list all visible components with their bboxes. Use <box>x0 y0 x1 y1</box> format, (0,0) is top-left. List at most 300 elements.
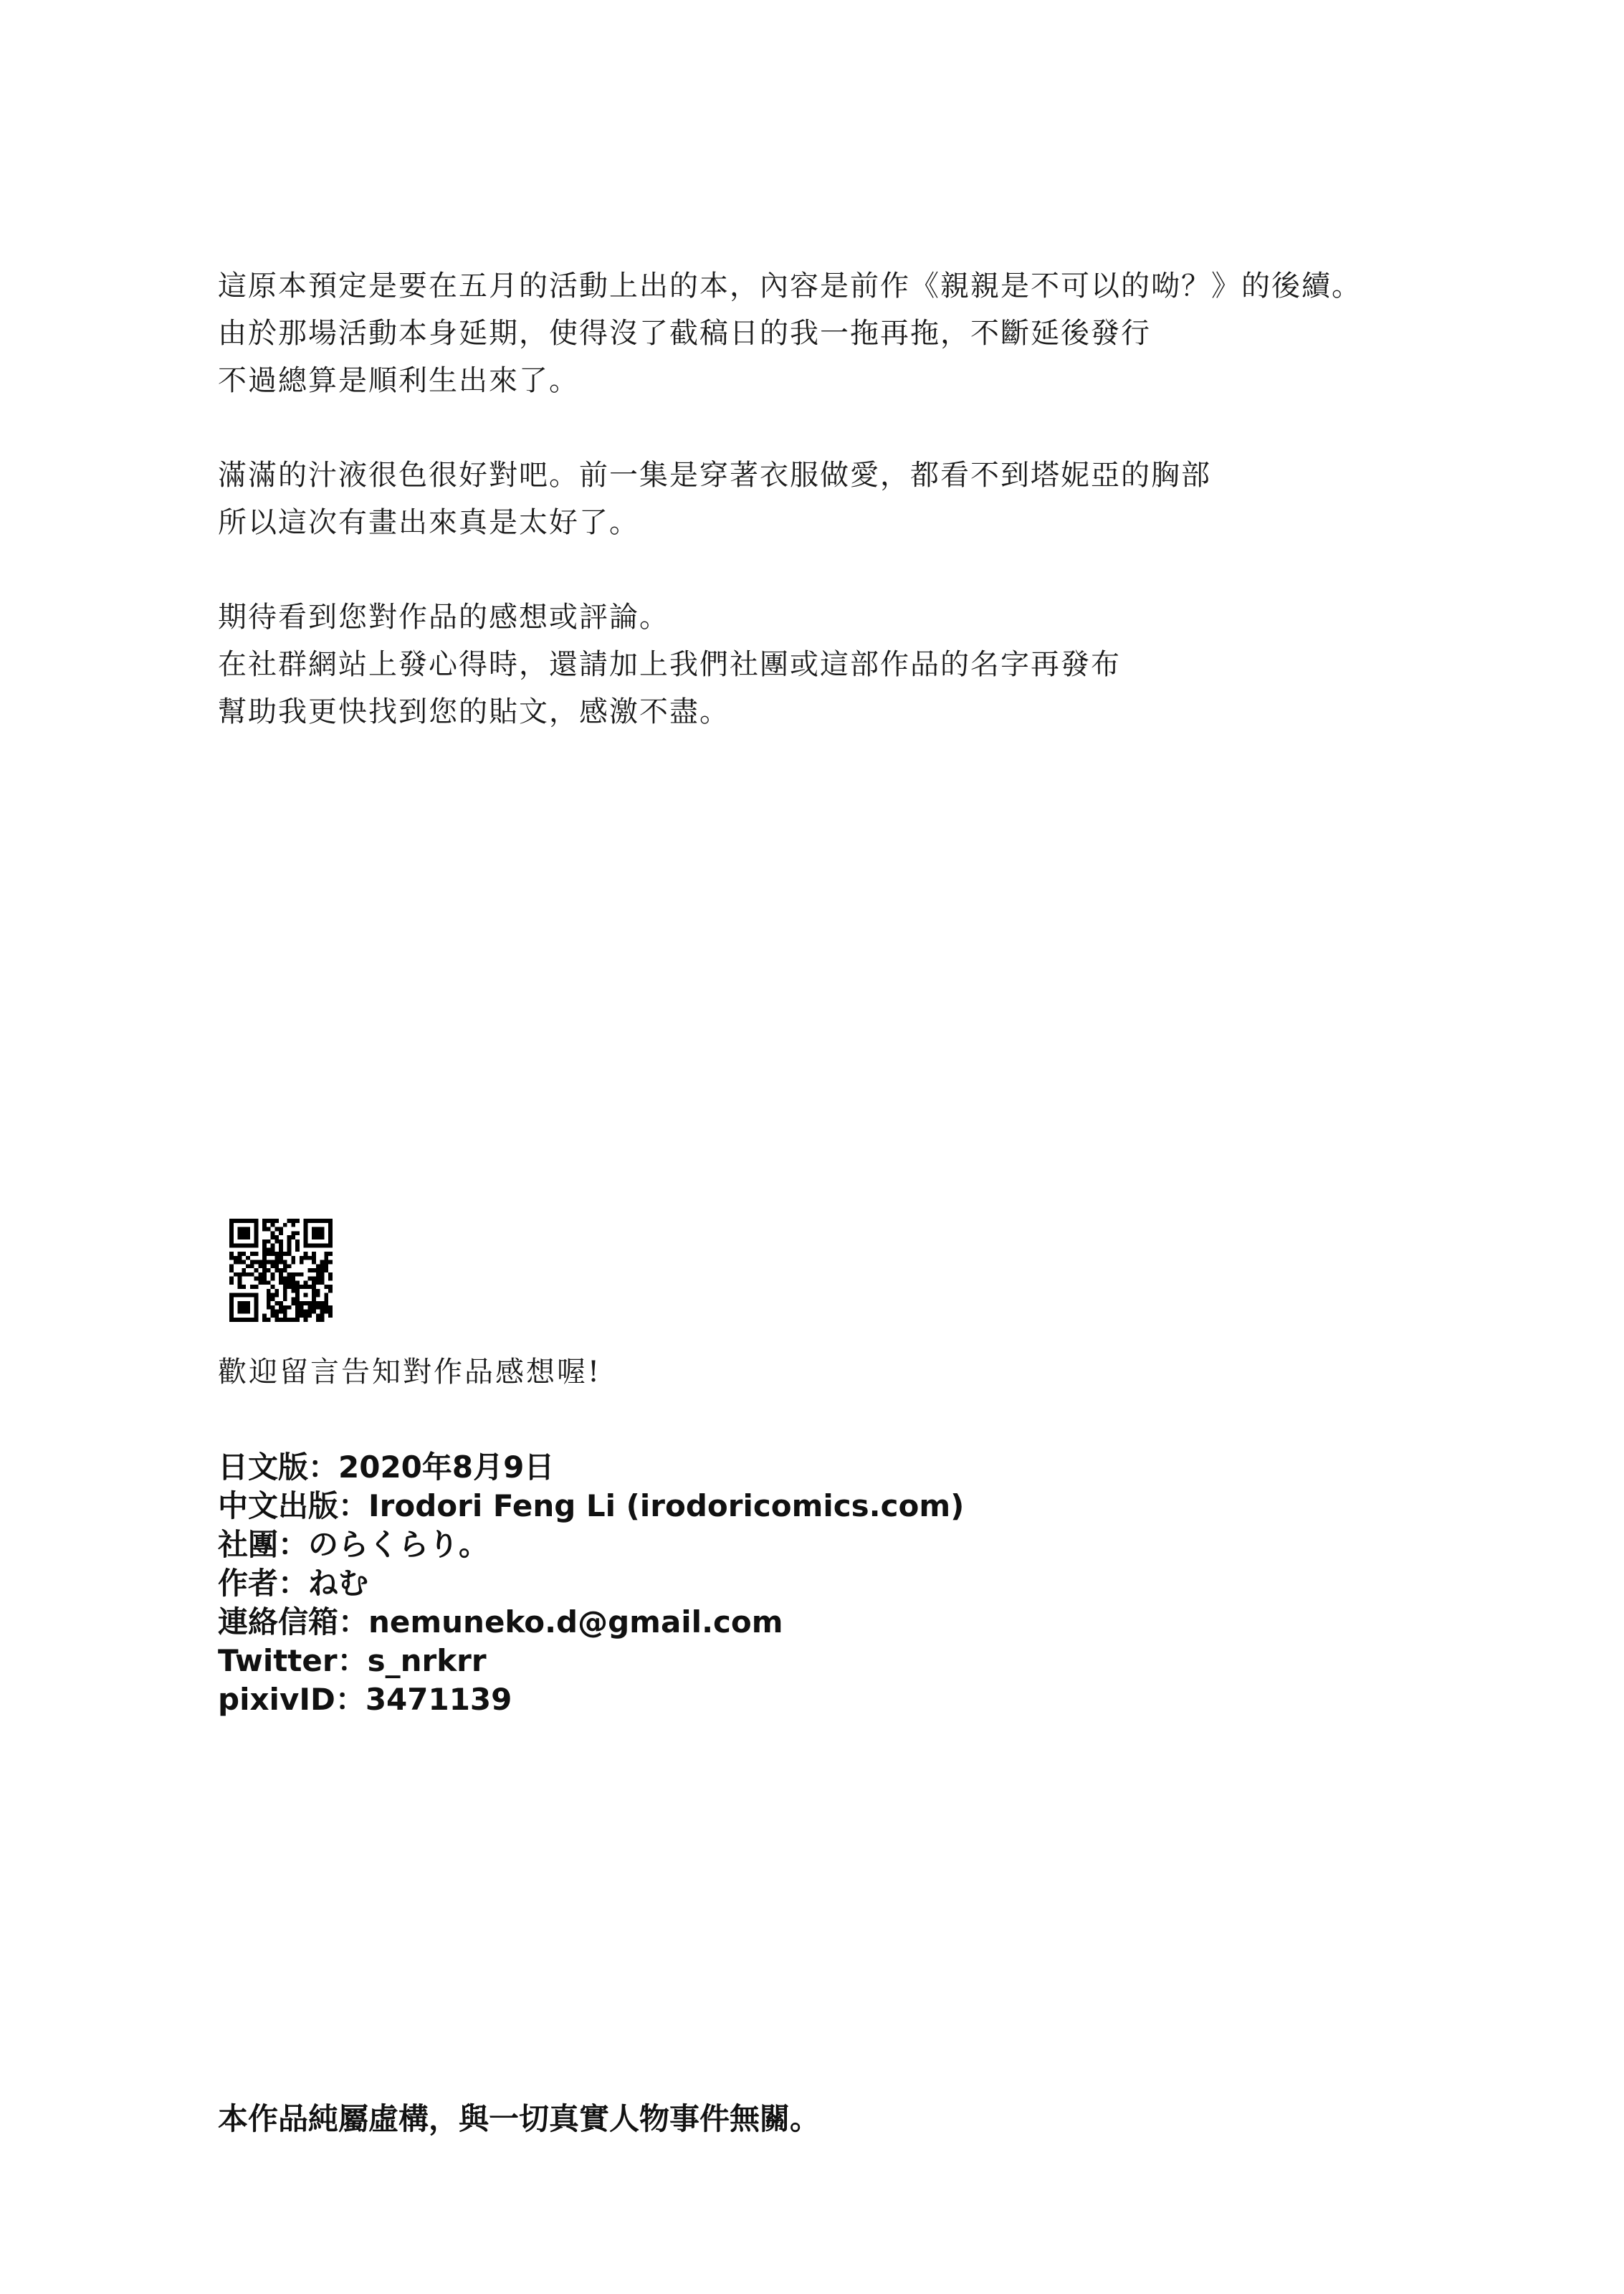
qr-module <box>254 1310 259 1314</box>
qr-module <box>304 1219 308 1223</box>
qr-module <box>283 1293 287 1298</box>
qr-module <box>242 1260 246 1265</box>
qr-module <box>324 1301 328 1305</box>
afterword <box>218 262 1479 783</box>
qr-caption: 歡迎留言告知對作品感想喔! <box>218 1356 602 1389</box>
qr-module <box>300 1272 304 1277</box>
qr-module <box>238 1244 242 1248</box>
qr-module <box>279 1244 283 1248</box>
qr-module <box>291 1260 295 1265</box>
qr-module <box>320 1244 325 1248</box>
qr-module <box>295 1219 300 1223</box>
qr-module <box>274 1310 279 1314</box>
qr-module <box>291 1223 295 1227</box>
qr-module <box>229 1239 234 1244</box>
qr-module <box>238 1280 242 1285</box>
qr-module <box>254 1223 259 1227</box>
qr-module <box>279 1310 283 1314</box>
qr-module <box>312 1219 316 1223</box>
qr-module <box>262 1264 267 1268</box>
qr-module <box>267 1239 271 1244</box>
qr-module <box>312 1235 316 1239</box>
qr-module <box>246 1305 250 1310</box>
qr-module <box>267 1247 271 1252</box>
qr-module <box>312 1310 316 1314</box>
qr-module <box>258 1277 262 1281</box>
qr-module <box>312 1277 316 1281</box>
qr-module <box>304 1293 308 1298</box>
qr-module <box>242 1310 246 1314</box>
qr-module <box>291 1297 295 1301</box>
qr-module <box>229 1256 234 1260</box>
qr-module <box>283 1252 287 1256</box>
qr-module <box>312 1244 316 1248</box>
qr-module <box>246 1227 250 1232</box>
qr-module <box>258 1264 262 1268</box>
qr-module <box>300 1310 304 1314</box>
qr-module <box>254 1297 259 1301</box>
qr-module <box>254 1318 259 1322</box>
qr-module <box>283 1280 287 1285</box>
qr-module <box>274 1219 279 1223</box>
qr-module <box>229 1235 234 1239</box>
qr-module <box>300 1256 304 1260</box>
afterword-line: 幫助我更快找到您的貼文，感激不盡。 <box>218 695 730 728</box>
qr-module <box>238 1301 242 1305</box>
qr-module <box>312 1256 316 1260</box>
qr-module <box>254 1305 259 1310</box>
afterword-paragraph <box>218 452 1479 546</box>
qr-module <box>279 1252 283 1256</box>
qr-module <box>271 1219 275 1223</box>
qr-module <box>316 1305 320 1310</box>
qr-module <box>316 1313 320 1318</box>
qr-module <box>324 1268 328 1272</box>
qr-module <box>229 1223 234 1227</box>
qr-module <box>320 1264 325 1268</box>
qr-module <box>283 1297 287 1301</box>
qr-module <box>287 1305 292 1310</box>
qr-module <box>274 1260 279 1265</box>
qr-module <box>328 1219 333 1223</box>
qr-module <box>238 1260 242 1265</box>
qr-module <box>287 1219 292 1223</box>
qr-module <box>271 1244 275 1248</box>
qr-module <box>304 1239 308 1244</box>
qr-module <box>267 1227 271 1232</box>
qr-module <box>250 1272 254 1277</box>
qr-module <box>242 1244 246 1248</box>
qr-module <box>295 1285 300 1289</box>
qr-module <box>279 1305 283 1310</box>
qr-module <box>234 1293 238 1298</box>
qr-module <box>316 1219 320 1223</box>
qr-module <box>307 1219 312 1223</box>
qr-module <box>316 1289 320 1293</box>
qr-module <box>291 1272 295 1277</box>
qr-module <box>279 1247 283 1252</box>
qr-module <box>312 1252 316 1256</box>
qr-module <box>295 1313 300 1318</box>
afterword-line: 不過總算是順利生出來了。 <box>218 364 579 397</box>
qr-module <box>262 1313 267 1318</box>
qr-module <box>316 1264 320 1268</box>
qr-module <box>320 1301 325 1305</box>
qr-module <box>324 1293 328 1298</box>
qr-module <box>295 1305 300 1310</box>
circle-name: 社團：のらくらり。 <box>218 1527 489 1562</box>
qr-module <box>295 1231 300 1235</box>
qr-module <box>234 1244 238 1248</box>
qr-module <box>320 1219 325 1223</box>
qr-module <box>246 1272 250 1277</box>
qr-module <box>320 1277 325 1281</box>
afterword-line: 滿滿的汁液很色很好對吧。前一集是穿著衣服做愛，都看不到塔妮亞的胸部 <box>218 459 1211 492</box>
qr-module <box>328 1235 333 1239</box>
qr-module <box>320 1268 325 1272</box>
qr-module <box>307 1310 312 1314</box>
qr-module <box>271 1313 275 1318</box>
qr-module <box>316 1293 320 1298</box>
qr-module <box>254 1231 259 1235</box>
qr-module <box>324 1219 328 1223</box>
qr-module <box>312 1231 316 1235</box>
qr-module <box>271 1285 275 1289</box>
qr-module <box>254 1313 259 1318</box>
qr-module <box>291 1231 295 1235</box>
qr-module <box>258 1280 262 1285</box>
qr-module <box>262 1268 267 1272</box>
qr-module <box>229 1219 234 1223</box>
qr-module <box>283 1305 287 1310</box>
qr-module <box>320 1305 325 1310</box>
qr-module <box>287 1235 292 1239</box>
afterword-line: 在社群網站上發心得時，還請加上我們社團或這部作品的名字再發布 <box>218 648 1121 681</box>
qr-module <box>246 1318 250 1322</box>
qr-module <box>250 1293 254 1298</box>
qr-module <box>324 1264 328 1268</box>
qr-module <box>267 1297 271 1301</box>
qr-module <box>271 1272 275 1277</box>
qr-module <box>229 1252 234 1256</box>
qr-module <box>328 1313 333 1318</box>
qr-module <box>238 1227 242 1232</box>
qr-module <box>274 1256 279 1260</box>
qr-module <box>238 1256 242 1260</box>
qr-module <box>287 1252 292 1256</box>
qr-module <box>300 1301 304 1305</box>
qr-module <box>316 1244 320 1248</box>
qr-module <box>328 1252 333 1256</box>
qr-module <box>262 1223 267 1227</box>
qr-module <box>262 1227 267 1232</box>
qr-module <box>312 1305 316 1310</box>
qr-module <box>254 1293 259 1298</box>
qr-module <box>324 1310 328 1314</box>
qr-module <box>307 1268 312 1272</box>
qr-module <box>242 1268 246 1272</box>
qr-module <box>300 1313 304 1318</box>
qr-module <box>307 1305 312 1310</box>
qr-module <box>312 1280 316 1285</box>
qr-module <box>291 1219 295 1223</box>
twitter-handle: Twitter：s_nrkrr <box>218 1643 487 1678</box>
qr-module <box>229 1268 234 1272</box>
qr-module <box>328 1239 333 1244</box>
qr-module <box>229 1297 234 1301</box>
qr-module <box>291 1285 295 1289</box>
qr-module <box>262 1252 267 1256</box>
qr-module <box>242 1231 246 1235</box>
qr-module <box>254 1235 259 1239</box>
qr-module <box>316 1235 320 1239</box>
qr-module <box>307 1277 312 1281</box>
qr-module <box>283 1318 287 1322</box>
qr-module <box>254 1244 259 1248</box>
qr-module <box>307 1244 312 1248</box>
qr-module <box>229 1313 234 1318</box>
pixiv-id: pixivID：3471139 <box>218 1682 512 1717</box>
qr-module <box>291 1301 295 1305</box>
qr-module <box>287 1239 292 1244</box>
qr-module <box>267 1301 271 1305</box>
qr-module <box>328 1244 333 1248</box>
qr-module <box>304 1235 308 1239</box>
qr-module <box>300 1285 304 1289</box>
qr-module <box>242 1318 246 1322</box>
qr-module <box>238 1219 242 1223</box>
qr-module <box>254 1219 259 1223</box>
qr-module <box>295 1289 300 1293</box>
qr-module <box>238 1277 242 1281</box>
qr-module <box>304 1285 308 1289</box>
afterword-line: 期待看到您對作品的感想或評論。 <box>218 601 669 634</box>
qr-module <box>242 1301 246 1305</box>
qr-module <box>271 1231 275 1235</box>
qr-module <box>262 1247 267 1252</box>
qr-module <box>274 1235 279 1239</box>
qr-module <box>324 1297 328 1301</box>
qr-module <box>304 1301 308 1305</box>
qr-code-icon[interactable] <box>229 1219 333 1322</box>
qr-module <box>258 1272 262 1277</box>
qr-module <box>312 1285 316 1289</box>
qr-module <box>267 1293 271 1298</box>
qr-module <box>229 1231 234 1235</box>
qr-module <box>254 1260 259 1265</box>
qr-module <box>254 1268 259 1272</box>
qr-module <box>279 1280 283 1285</box>
qr-module <box>295 1280 300 1285</box>
qr-module <box>229 1293 234 1298</box>
qr-module <box>234 1260 238 1265</box>
qr-module <box>229 1277 234 1281</box>
qr-module <box>271 1305 275 1310</box>
qr-module <box>279 1256 283 1260</box>
qr-module <box>320 1260 325 1265</box>
qr-module <box>324 1285 328 1289</box>
qr-module <box>304 1223 308 1227</box>
qr-module <box>312 1268 316 1272</box>
qr-module <box>234 1256 238 1260</box>
qr-module <box>238 1252 242 1256</box>
qr-module <box>312 1289 316 1293</box>
qr-module <box>267 1268 271 1272</box>
qr-module <box>242 1305 246 1310</box>
qr-module <box>242 1293 246 1298</box>
qr-module <box>279 1301 283 1305</box>
qr-module <box>320 1318 325 1322</box>
qr-module <box>254 1227 259 1232</box>
qr-module <box>307 1285 312 1289</box>
qr-module <box>291 1256 295 1260</box>
afterword-line: 由於那場活動本身延期，使得沒了截稿日的我一拖再拖，不斷延後發行 <box>218 317 1151 350</box>
qr-module <box>312 1227 316 1232</box>
qr-module <box>229 1301 234 1305</box>
qr-module <box>262 1244 267 1248</box>
qr-module <box>304 1310 308 1314</box>
qr-module <box>283 1223 287 1227</box>
qr-module <box>312 1297 316 1301</box>
qr-module <box>250 1264 254 1268</box>
qr-module <box>283 1289 287 1293</box>
qr-module <box>287 1280 292 1285</box>
qr-module <box>254 1239 259 1244</box>
author-name: 作者：ねむ <box>218 1566 369 1601</box>
qr-module <box>279 1318 283 1322</box>
qr-module <box>320 1231 325 1235</box>
qr-module <box>238 1293 242 1298</box>
qr-module <box>328 1223 333 1227</box>
qr-module <box>283 1260 287 1265</box>
qr-module <box>274 1301 279 1305</box>
qr-module <box>238 1310 242 1314</box>
fiction-disclaimer: 本作品純屬虛構，與一切真實人物事件無關。 <box>218 2101 821 2136</box>
qr-module <box>283 1277 287 1281</box>
qr-module <box>246 1231 250 1235</box>
qr-module <box>250 1244 254 1248</box>
qr-module <box>320 1313 325 1318</box>
qr-module <box>229 1280 234 1285</box>
qr-module <box>295 1318 300 1322</box>
qr-module <box>328 1305 333 1310</box>
qr-module <box>250 1285 254 1289</box>
qr-module <box>274 1264 279 1268</box>
qr-module <box>242 1285 246 1289</box>
qr-module <box>274 1318 279 1322</box>
qr-module <box>304 1318 308 1322</box>
qr-module <box>287 1285 292 1289</box>
qr-module <box>283 1310 287 1314</box>
qr-module <box>242 1235 246 1239</box>
qr-module <box>295 1247 300 1252</box>
qr-module <box>267 1318 271 1322</box>
qr-module <box>279 1260 283 1265</box>
qr-module <box>274 1252 279 1256</box>
qr-module <box>271 1310 275 1314</box>
qr-module <box>328 1289 333 1293</box>
qr-module <box>246 1235 250 1239</box>
qr-module <box>300 1305 304 1310</box>
qr-module <box>283 1313 287 1318</box>
qr-module <box>229 1318 234 1322</box>
qr-module <box>279 1272 283 1277</box>
qr-module <box>320 1272 325 1277</box>
qr-module <box>316 1272 320 1277</box>
qr-module <box>271 1260 275 1265</box>
qr-module <box>291 1318 295 1322</box>
qr-module <box>246 1293 250 1298</box>
qr-module <box>238 1272 242 1277</box>
qr-module <box>307 1301 312 1305</box>
qr-module <box>279 1227 283 1232</box>
qr-module <box>316 1227 320 1232</box>
qr-module <box>283 1268 287 1272</box>
qr-module <box>274 1239 279 1244</box>
qr-module <box>291 1289 295 1293</box>
qr-module <box>242 1227 246 1232</box>
qr-module <box>267 1305 271 1310</box>
contact-email: 連絡信箱：nemuneko.d@gmail.com <box>218 1604 783 1639</box>
qr-module <box>238 1231 242 1235</box>
qr-module <box>246 1219 250 1223</box>
qr-module <box>271 1223 275 1227</box>
qr-module <box>271 1277 275 1281</box>
qr-module <box>304 1244 308 1248</box>
qr-module <box>287 1247 292 1252</box>
qr-module <box>258 1260 262 1265</box>
qr-module <box>271 1247 275 1252</box>
qr-module <box>246 1310 250 1314</box>
qr-module <box>295 1244 300 1248</box>
qr-module <box>234 1272 238 1277</box>
qr-module <box>238 1235 242 1239</box>
qr-module <box>283 1285 287 1289</box>
qr-module <box>295 1310 300 1314</box>
qr-module <box>312 1260 316 1265</box>
qr-module <box>229 1305 234 1310</box>
qr-module <box>262 1318 267 1322</box>
afterword-paragraph <box>218 262 1479 404</box>
qr-module <box>271 1235 275 1239</box>
qr-module <box>267 1252 271 1256</box>
qr-module <box>320 1235 325 1239</box>
qr-module <box>316 1280 320 1285</box>
qr-module <box>312 1293 316 1298</box>
qr-module <box>304 1227 308 1232</box>
qr-module <box>271 1252 275 1256</box>
qr-module <box>304 1256 308 1260</box>
qr-module <box>262 1256 267 1260</box>
qr-module <box>242 1219 246 1223</box>
qr-module <box>271 1264 275 1268</box>
qr-module <box>262 1272 267 1277</box>
qr-module <box>238 1285 242 1289</box>
qr-module <box>279 1277 283 1281</box>
qr-module <box>324 1244 328 1248</box>
qr-module <box>254 1301 259 1305</box>
qr-module <box>328 1227 333 1232</box>
qr-module <box>295 1272 300 1277</box>
qr-module <box>250 1252 254 1256</box>
qr-module <box>254 1285 259 1289</box>
qr-module <box>295 1301 300 1305</box>
qr-module <box>304 1280 308 1285</box>
qr-module <box>262 1219 267 1223</box>
qr-module <box>328 1285 333 1289</box>
qr-module <box>279 1268 283 1272</box>
qr-module <box>238 1318 242 1322</box>
